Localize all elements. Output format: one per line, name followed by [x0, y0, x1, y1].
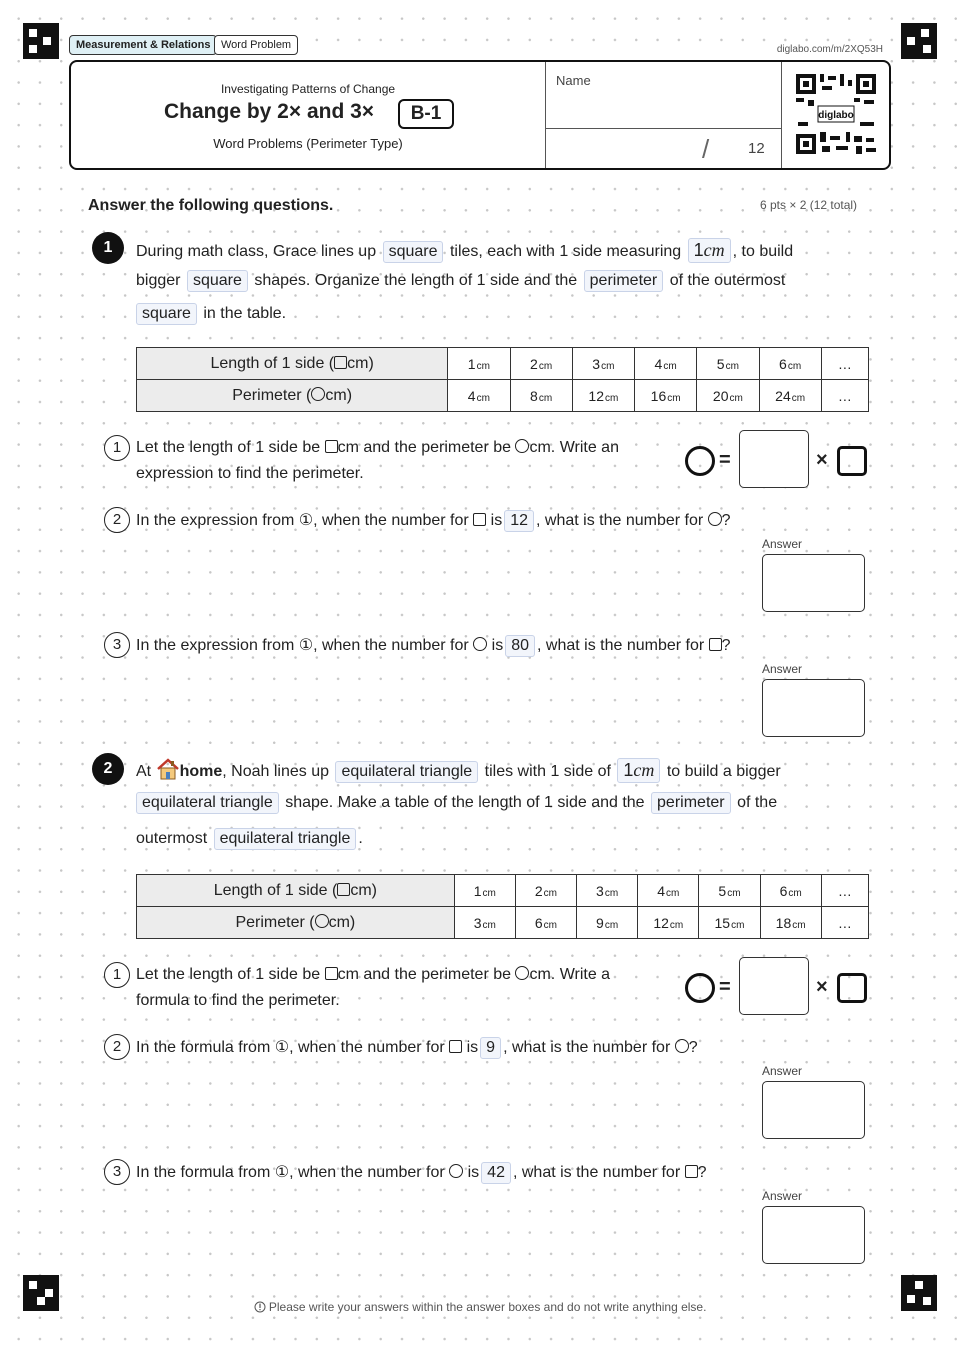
given-value: 80 [505, 635, 535, 657]
cell-ellipsis: … [821, 907, 868, 939]
footer-note [0, 1300, 960, 1314]
p1-q1-text-2: expression to find the perimeter. [136, 465, 364, 482]
name-label: Name [556, 73, 591, 88]
given-value: 9 [480, 1037, 501, 1059]
cell-side: 4cm [638, 875, 699, 907]
p2-q1-answer-box[interactable] [739, 957, 809, 1015]
supertitle: Investigating Patterns of Change [220, 82, 396, 96]
keyword-square: square [187, 270, 248, 292]
keyword-length: 1cm [617, 758, 660, 783]
p2-value-table [136, 874, 869, 939]
keyword-square: square [136, 303, 197, 325]
corner-marker-top-right [901, 23, 937, 59]
p1-text-line-3 [136, 303, 286, 325]
keyword-square: square [383, 241, 444, 263]
p1-q2-answer-box[interactable] [762, 554, 865, 612]
p2-q2-number: 2 [104, 1034, 130, 1060]
text: During math class, Grace lines up [136, 243, 377, 260]
cell-side: 3cm [577, 875, 638, 907]
given-value: 42 [481, 1162, 511, 1184]
worksheet-header [69, 60, 891, 170]
problem-1-number: 1 [92, 232, 124, 264]
keyword-triangle: equilateral triangle [136, 792, 279, 814]
cell-perimeter: 6cm [515, 907, 576, 939]
score-max: 12 [748, 140, 765, 157]
p1-q3-text: In the expression from ①, when the number for is 80 , what is the number for ? [136, 635, 731, 657]
cell-perimeter: 12cm [572, 380, 634, 412]
answer-label: Answer [762, 1064, 803, 1078]
table-row [137, 380, 869, 412]
category-tag: Measurement & Relations [69, 35, 217, 55]
cell-side: 4cm [635, 348, 697, 380]
row-label-perimeter: Perimeter ( cm) [137, 907, 455, 939]
page-url: diglabo.com/m/2XQ53H [776, 44, 883, 55]
row-label-side: Length of 1 side ( cm) [137, 348, 448, 380]
cell-ellipsis: … [821, 875, 868, 907]
p1-q1-number: 1 [104, 435, 130, 461]
p2-text-line-3: outermost equilateral triangle . [136, 828, 363, 850]
info-icon [254, 1301, 266, 1313]
p1-q2-number: 2 [104, 507, 130, 533]
times-sign: × [816, 449, 828, 471]
cell-side: 5cm [699, 875, 760, 907]
p1-q1-text-1: Let the length of 1 side be cm and the perimeter be cm. Write an [136, 439, 619, 456]
cell-perimeter: 3cm [454, 907, 515, 939]
footer-text: Please write your answers within the answer boxes and do not write anything else. [268, 1300, 707, 1314]
type-tag: Word Problem [214, 35, 298, 55]
square-symbol-icon [837, 973, 867, 1003]
cell-perimeter: 20cm [697, 380, 759, 412]
cell-side: 2cm [515, 875, 576, 907]
equals-sign: = [719, 449, 731, 471]
cell-side: 5cm [697, 348, 759, 380]
cell-side: 3cm [572, 348, 634, 380]
p2-q3-answer-box[interactable] [762, 1206, 865, 1264]
p2-q3-text: In the formula from ①, when the number for is 42 , what is the number for ? [136, 1162, 707, 1184]
p1-text-line-1 [136, 238, 793, 263]
row-label-side: Length of 1 side ( cm) [137, 875, 455, 907]
cell-perimeter: 18cm [760, 907, 821, 939]
text: bigger [136, 272, 181, 289]
times-sign: × [816, 976, 828, 998]
square-symbol-icon [837, 446, 867, 476]
subtitle: Word Problems (Perimeter Type) [213, 136, 403, 151]
row-label-perimeter: Perimeter ( cm) [137, 380, 448, 412]
p2-q1-text-1: Let the length of 1 side be cm and the perimeter be cm. Write a [136, 966, 611, 983]
worksheet-code: B-1 [398, 99, 454, 129]
house-icon [156, 758, 180, 780]
answer-label: Answer [762, 537, 803, 551]
table-row [137, 348, 869, 380]
cell-perimeter: 9cm [577, 907, 638, 939]
p2-q3-number: 3 [104, 1159, 130, 1185]
cell-side: 6cm [759, 348, 821, 380]
answer-label: Answer [762, 662, 803, 676]
equals-sign: = [719, 976, 731, 998]
text: shapes. Organize the length of 1 side and the [254, 272, 578, 289]
cell-side: 6cm [760, 875, 821, 907]
p1-text-line-2 [136, 270, 785, 292]
cell-side: 1cm [454, 875, 515, 907]
p2-q1-text-2: formula to find the perimeter. [136, 992, 340, 1009]
p2-text-line-2: equilateral triangle shape. Make a table of the length of 1 side and the perimeter of the [136, 792, 777, 814]
title-block [71, 62, 545, 168]
text: in the table. [203, 305, 287, 322]
corner-marker-top-left [23, 23, 59, 59]
keyword-perimeter: perimeter [651, 792, 731, 814]
p2-q2-text: In the formula from ①, when the number for is 9 , what is the number for ? [136, 1037, 698, 1059]
name-field[interactable] [545, 62, 782, 129]
cell-perimeter: 12cm [638, 907, 699, 939]
answer-label: Answer [762, 1189, 803, 1203]
keyword-perimeter: perimeter [584, 270, 664, 292]
qr-panel [781, 62, 890, 168]
cell-side: 1cm [448, 348, 510, 380]
cell-perimeter: 16cm [635, 380, 697, 412]
home-word: home [179, 763, 223, 780]
table-row [137, 875, 869, 907]
cell-perimeter: 8cm [510, 380, 572, 412]
given-value: 12 [504, 510, 534, 532]
cell-ellipsis: … [821, 380, 868, 412]
p1-q3-answer-box[interactable] [762, 679, 865, 737]
p1-q3-number: 3 [104, 632, 130, 658]
circle-symbol-icon [685, 973, 715, 1003]
instructions: Answer the following questions. [88, 197, 334, 214]
problem-2-number: 2 [92, 753, 124, 785]
keyword-length: 1cm [688, 238, 731, 263]
points-info: 6 pts × 2 (12 total) [760, 198, 858, 212]
text: tiles, each with 1 side measuring [449, 243, 682, 260]
p2-text-line-1: At home, Noah lines up equilateral triangle tiles with 1 side of 1cm to build a bigger [136, 758, 781, 783]
keyword-triangle: equilateral triangle [335, 761, 478, 783]
p2-q2-answer-box[interactable] [762, 1081, 865, 1139]
p1-q1-answer-box[interactable] [739, 430, 809, 488]
score-field[interactable] [545, 128, 782, 168]
score-slash: / [702, 134, 710, 164]
p1-q2-text: In the expression from ①, when the number for is 12 , what is the number for ? [136, 510, 731, 532]
cell-ellipsis: … [821, 348, 868, 380]
text: of the outermost [669, 272, 786, 289]
qr-label: diglabo [818, 110, 854, 121]
cell-perimeter: 24cm [759, 380, 821, 412]
cell-perimeter: 4cm [448, 380, 510, 412]
page-title: Change by 2× and 3× [164, 100, 375, 123]
cell-perimeter: 15cm [699, 907, 760, 939]
p1-value-table [136, 347, 869, 412]
qr-code-icon [794, 72, 878, 156]
cell-side: 2cm [510, 348, 572, 380]
text: , to build [732, 243, 794, 260]
p2-q1-number: 1 [104, 962, 130, 988]
table-row [137, 907, 869, 939]
keyword-triangle: equilateral triangle [214, 828, 357, 850]
circle-symbol-icon [685, 446, 715, 476]
